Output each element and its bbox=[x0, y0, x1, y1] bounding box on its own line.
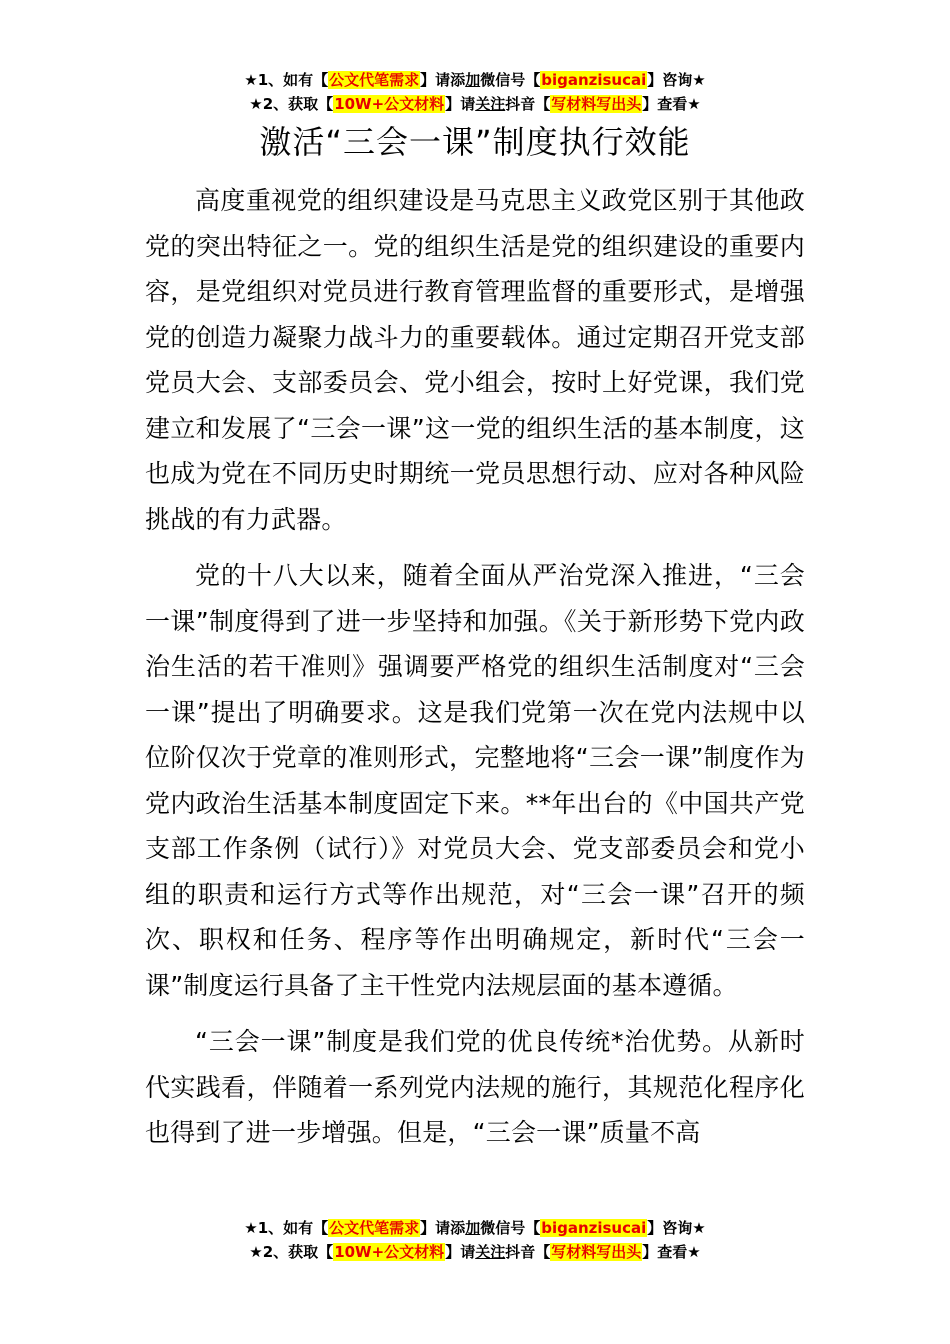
paragraph: 高度重视党的组织建设是马克思主义政党区别于其他政党的突出特征之一。党的组织生活是党的组织建设的重要内容，是党组织对党员进行教育管理监督的重要形式，是增强党的创造力凝聚力战斗力的重要载体。通过定期召开党支部党员大会、支部委员会、党小组会，按时上好党课，我们党建立和发展了“三会一课”这一党的组织生活的基本制度，这也成为党在不同历史时期统一党员思想行动、应对各种风险挑战的有力武器。 bbox=[145, 186, 805, 534]
banner-highlight: biganzisucai bbox=[541, 1219, 647, 1237]
banner-underline: 加 bbox=[465, 1219, 481, 1237]
banner-text: ★2、获取【 bbox=[249, 95, 334, 113]
banner-line-2 bbox=[0, 1240, 950, 1264]
banner-text: 】咨询★ bbox=[647, 71, 706, 89]
banner-underline: 关注 bbox=[475, 1243, 506, 1261]
banner-text: 】查看★ bbox=[642, 1243, 701, 1261]
banner-highlight: 10W+公文材料 bbox=[334, 1243, 445, 1261]
banner-highlight: 10W+公文材料 bbox=[334, 95, 445, 113]
paragraph: 党的十八大以来，随着全面从严治党深入推进，“三会一课”制度得到了进一步坚持和加强。《关于新形势下党内政治生活的若干准则》强调要严格党的组织生活制度对“三会一课”提出了明确要求。这是我们党第一次在党内法规中以位阶仅次于党章的准则形式，完整地将“三会一课”制度作为党内政治生活基本制度固定下来。**年出台的《中国共产党支部工作条例（试行）》对党员大会、党支部委员会和党小组的职责和运行方式等作出规范，对“三会一课”召开的频次、职权和任务、程序等作出明确规定，新时代“三会一课”制度运行具备了主干性党内法规层面的基本遵循。 bbox=[145, 561, 805, 1000]
banner-text: 】咨询★ bbox=[647, 1219, 706, 1237]
banner-text: 】请 bbox=[445, 95, 476, 113]
banner-text: 】请添 bbox=[420, 1219, 466, 1237]
banner-text: ★1、如有【 bbox=[244, 71, 329, 89]
banner-text: 】请 bbox=[445, 1243, 476, 1261]
bottom-banner bbox=[0, 1216, 950, 1264]
banner-line-1 bbox=[0, 68, 950, 92]
banner-text: 】查看★ bbox=[642, 95, 701, 113]
banner-highlight: 公文代笔需求 bbox=[329, 1219, 420, 1237]
banner-underline: 关注 bbox=[475, 95, 506, 113]
banner-text: 抖音【 bbox=[505, 1243, 551, 1261]
banner-highlight: 写材料写出头 bbox=[551, 1243, 642, 1261]
banner-highlight: biganzisucai bbox=[541, 71, 647, 89]
banner-text: 抖音【 bbox=[505, 95, 551, 113]
banner-line-1 bbox=[0, 1216, 950, 1240]
banner-highlight: 写材料写出头 bbox=[551, 95, 642, 113]
banner-text: ★2、获取【 bbox=[249, 1243, 334, 1261]
banner-text: ★1、如有【 bbox=[244, 1219, 329, 1237]
banner-text: 微信号【 bbox=[480, 1219, 541, 1237]
banner-line-2 bbox=[0, 92, 950, 116]
banner-text: 微信号【 bbox=[480, 71, 541, 89]
banner-text: 】请添 bbox=[420, 71, 466, 89]
paragraph: “三会一课”制度是我们党的优良传统*治优势。从新时代实践看，伴随着一系列党内法规的施行，其规范化程序化也得到了进一步增强。但是，“三会一课”质量不高 bbox=[145, 1027, 805, 1147]
document-title: 激活“三会一课”制度执行效能 bbox=[259, 123, 691, 161]
top-banner bbox=[0, 68, 950, 116]
banner-underline: 加 bbox=[465, 71, 481, 89]
banner-highlight: 公文代笔需求 bbox=[329, 71, 420, 89]
article-body bbox=[145, 178, 805, 1167]
